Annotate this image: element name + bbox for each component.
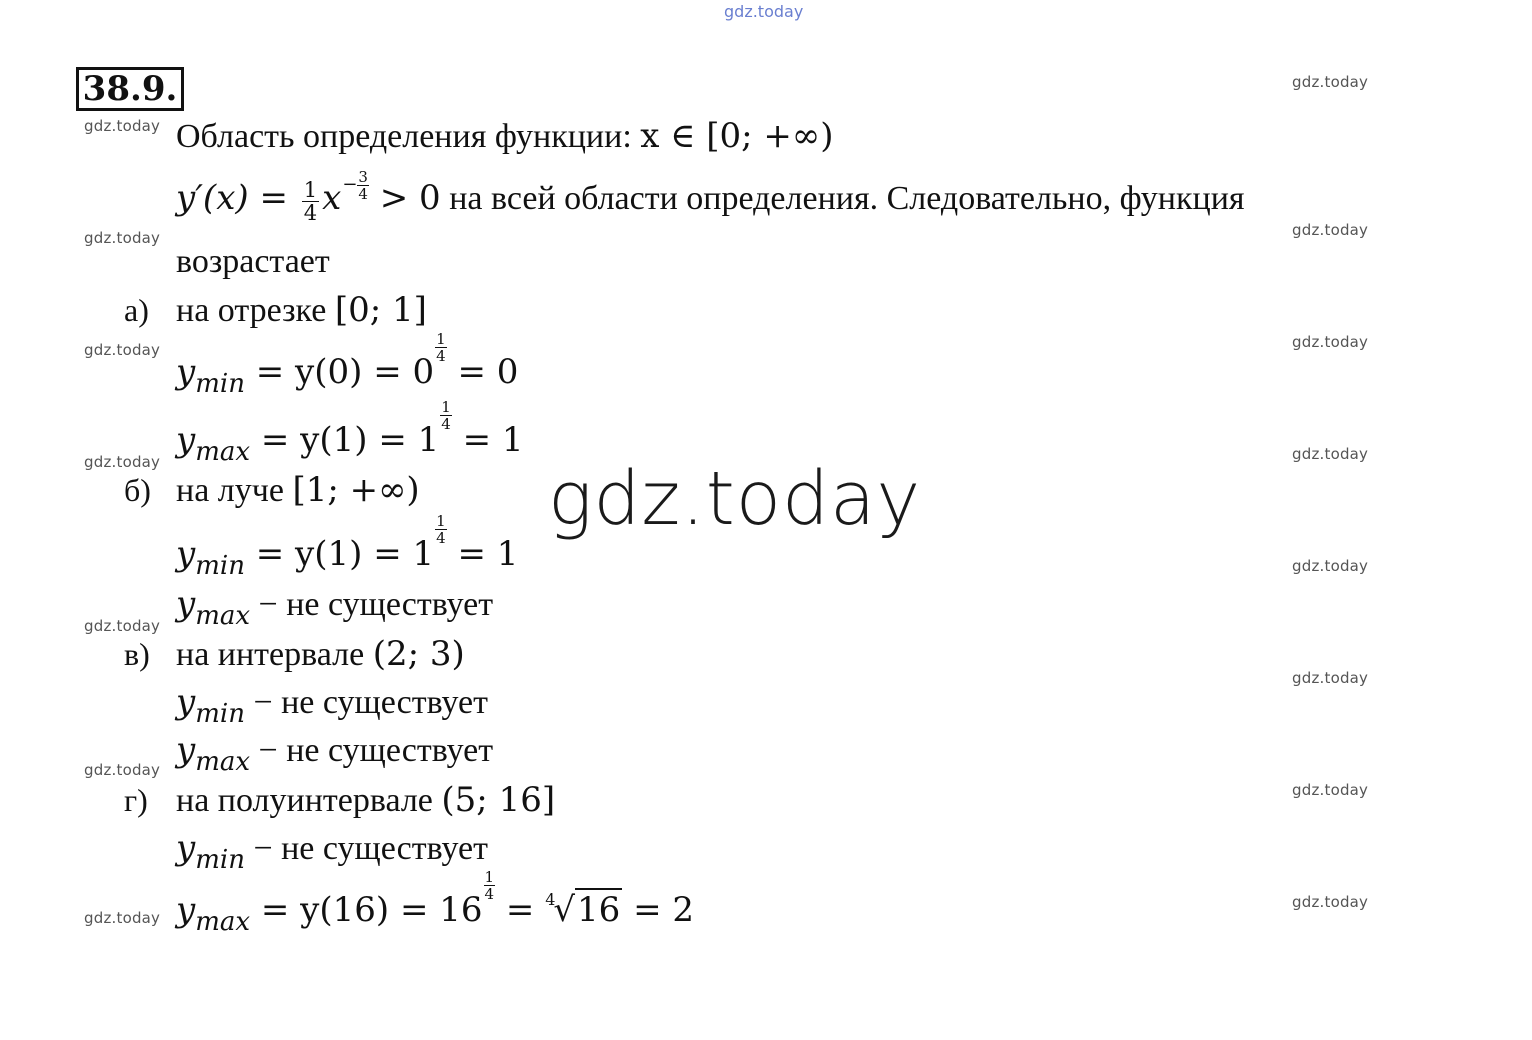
part-v-desc-math: (2; 3) <box>372 634 465 674</box>
radical-sign-icon: √ <box>553 890 576 930</box>
part-b-ymax <box>176 584 494 631</box>
part-a-ymax-exp-den: 4 <box>441 415 451 433</box>
part-b-ymax-var: y <box>176 584 196 624</box>
part-a-ymin-exp-num: 1 <box>436 330 446 348</box>
watermark-left-6: gdz.today <box>84 761 161 779</box>
part-g-ymin-sub: min <box>195 845 245 875</box>
part-g-ymax-exp <box>484 869 496 902</box>
part-b-letter: б) <box>124 472 151 508</box>
part-g-ymax-result: = 2 <box>622 890 695 930</box>
part-b-ymin-sub: min <box>195 551 245 581</box>
part-a-ymin-expr: = y(0) = 0 <box>244 352 435 392</box>
derivative-coef-den: 4 <box>303 200 318 225</box>
part-b-desc-text: на луче <box>176 472 293 509</box>
part-v-ymin-sub: min <box>195 699 245 729</box>
part-a-ymin-result: = 0 <box>446 352 519 392</box>
part-g-ymax-sub: max <box>195 907 251 937</box>
domain-line <box>176 116 833 156</box>
part-v-ymax-var: y <box>176 730 196 770</box>
watermark-left-2: gdz.today <box>84 229 161 247</box>
part-v-desc <box>176 634 465 674</box>
derivative-coef-num: 1 <box>303 177 318 202</box>
part-b-ymin-exp-den: 4 <box>436 529 446 547</box>
part-g-ymax <box>176 868 695 937</box>
part-v-ymin-var: y <box>176 682 196 722</box>
part-v-letter: в) <box>124 636 150 672</box>
part-a-ymin-var: y <box>176 352 196 392</box>
watermark-right-5: gdz.today <box>1292 557 1369 575</box>
part-g-desc-text: на полуинтервале <box>176 782 442 819</box>
watermark-top: gdz.today <box>724 2 804 21</box>
part-b-ymax-text: − не существует <box>250 586 494 623</box>
part-v-ymax-text: − не существует <box>250 732 494 769</box>
part-g-root <box>545 890 622 930</box>
derivative-text: на всей области определения. Следовательно, функция <box>440 180 1245 217</box>
derivative-relation: > 0 <box>368 178 441 218</box>
derivative-exp-num: 3 <box>358 167 368 186</box>
part-g-ymin <box>176 828 489 875</box>
increases-line: возрастает <box>176 243 330 280</box>
watermark-right-3: gdz.today <box>1292 333 1369 351</box>
derivative-line <box>176 167 1245 225</box>
derivative-exp-sign: − <box>342 174 358 195</box>
part-v-ymax-sub: max <box>195 747 251 777</box>
part-b-ymax-sub: max <box>195 601 251 631</box>
part-g-ymax-expr: = y(16) = 16 <box>250 890 483 930</box>
watermark-right-8: gdz.today <box>1292 893 1369 911</box>
watermark-right-2: gdz.today <box>1292 221 1369 239</box>
part-a-desc-math: [0; 1] <box>334 290 427 330</box>
watermark-left-5: gdz.today <box>84 617 161 635</box>
watermark-left-1: gdz.today <box>84 117 161 135</box>
part-g-ymax-exp-num: 1 <box>484 868 495 886</box>
part-a-letter: а) <box>124 292 149 328</box>
part-v-ymax <box>176 730 494 777</box>
part-g-ymin-text: − не существует <box>244 830 489 867</box>
part-a-desc-text: на отрезке <box>176 292 335 329</box>
watermark-center: gdz.today <box>548 456 922 542</box>
part-b-ymin-expr: = y(1) = 1 <box>244 534 435 574</box>
part-a-ymax-result: = 1 <box>451 420 524 460</box>
part-a-ymin-exp-den: 4 <box>436 347 446 365</box>
part-b-ymin-exp-num: 1 <box>436 512 446 530</box>
watermark-left-7: gdz.today <box>84 909 161 927</box>
watermark-left-4: gdz.today <box>84 453 161 471</box>
part-v-desc-text: на интервале <box>176 636 373 673</box>
part-g-root-body: 16 <box>577 890 621 930</box>
part-v-ymin-text: − не существует <box>244 684 489 721</box>
watermark-right-4: gdz.today <box>1292 445 1369 463</box>
part-a-ymin-exp <box>435 331 447 364</box>
part-g-desc-math: (5; 16] <box>441 780 556 820</box>
watermark-left-3: gdz.today <box>84 341 161 359</box>
part-a-ymax-sub: max <box>195 437 251 467</box>
part-a-ymax <box>176 398 524 467</box>
part-a-desc <box>176 290 427 330</box>
part-a-ymax-exp <box>440 399 452 432</box>
part-b-ymin-var: y <box>176 534 196 574</box>
derivative-exponent <box>342 169 369 202</box>
watermark-right-1: gdz.today <box>1292 73 1369 91</box>
part-g-letter: г) <box>124 782 148 818</box>
part-g-ymax-eq: = <box>495 890 546 930</box>
part-a-ymax-expr: = y(1) = 1 <box>250 420 440 460</box>
derivative-exp-den: 4 <box>358 184 368 203</box>
derivative-coef-fraction <box>302 179 319 224</box>
problem-number: 38.9. <box>76 67 184 111</box>
part-g-desc <box>176 780 555 820</box>
watermark-right-7: gdz.today <box>1292 781 1369 799</box>
derivative-lhs: y′(x) = <box>176 178 299 218</box>
part-v-ymin <box>176 682 489 729</box>
part-a-ymin <box>176 330 519 399</box>
part-b-ymin <box>176 512 519 581</box>
part-b-ymin-exp <box>435 513 447 546</box>
part-a-ymax-exp-num: 1 <box>441 398 451 416</box>
part-g-ymax-exp-den: 4 <box>484 885 495 903</box>
part-b-ymin-result: = 1 <box>446 534 519 574</box>
part-b-desc-math: [1; +∞) <box>292 470 420 510</box>
derivative-var: x <box>322 178 342 218</box>
domain-math: x ∈ [0; +∞) <box>640 116 834 156</box>
part-a-ymax-var: y <box>176 420 196 460</box>
watermark-right-6: gdz.today <box>1292 669 1369 687</box>
part-b-desc <box>176 470 420 510</box>
part-a-ymin-sub: min <box>195 369 245 399</box>
part-g-ymax-var: y <box>176 890 196 930</box>
domain-text: Область определения функции: <box>176 118 641 155</box>
part-g-ymin-var: y <box>176 828 196 868</box>
part-g-root-index: 4 <box>545 890 556 909</box>
